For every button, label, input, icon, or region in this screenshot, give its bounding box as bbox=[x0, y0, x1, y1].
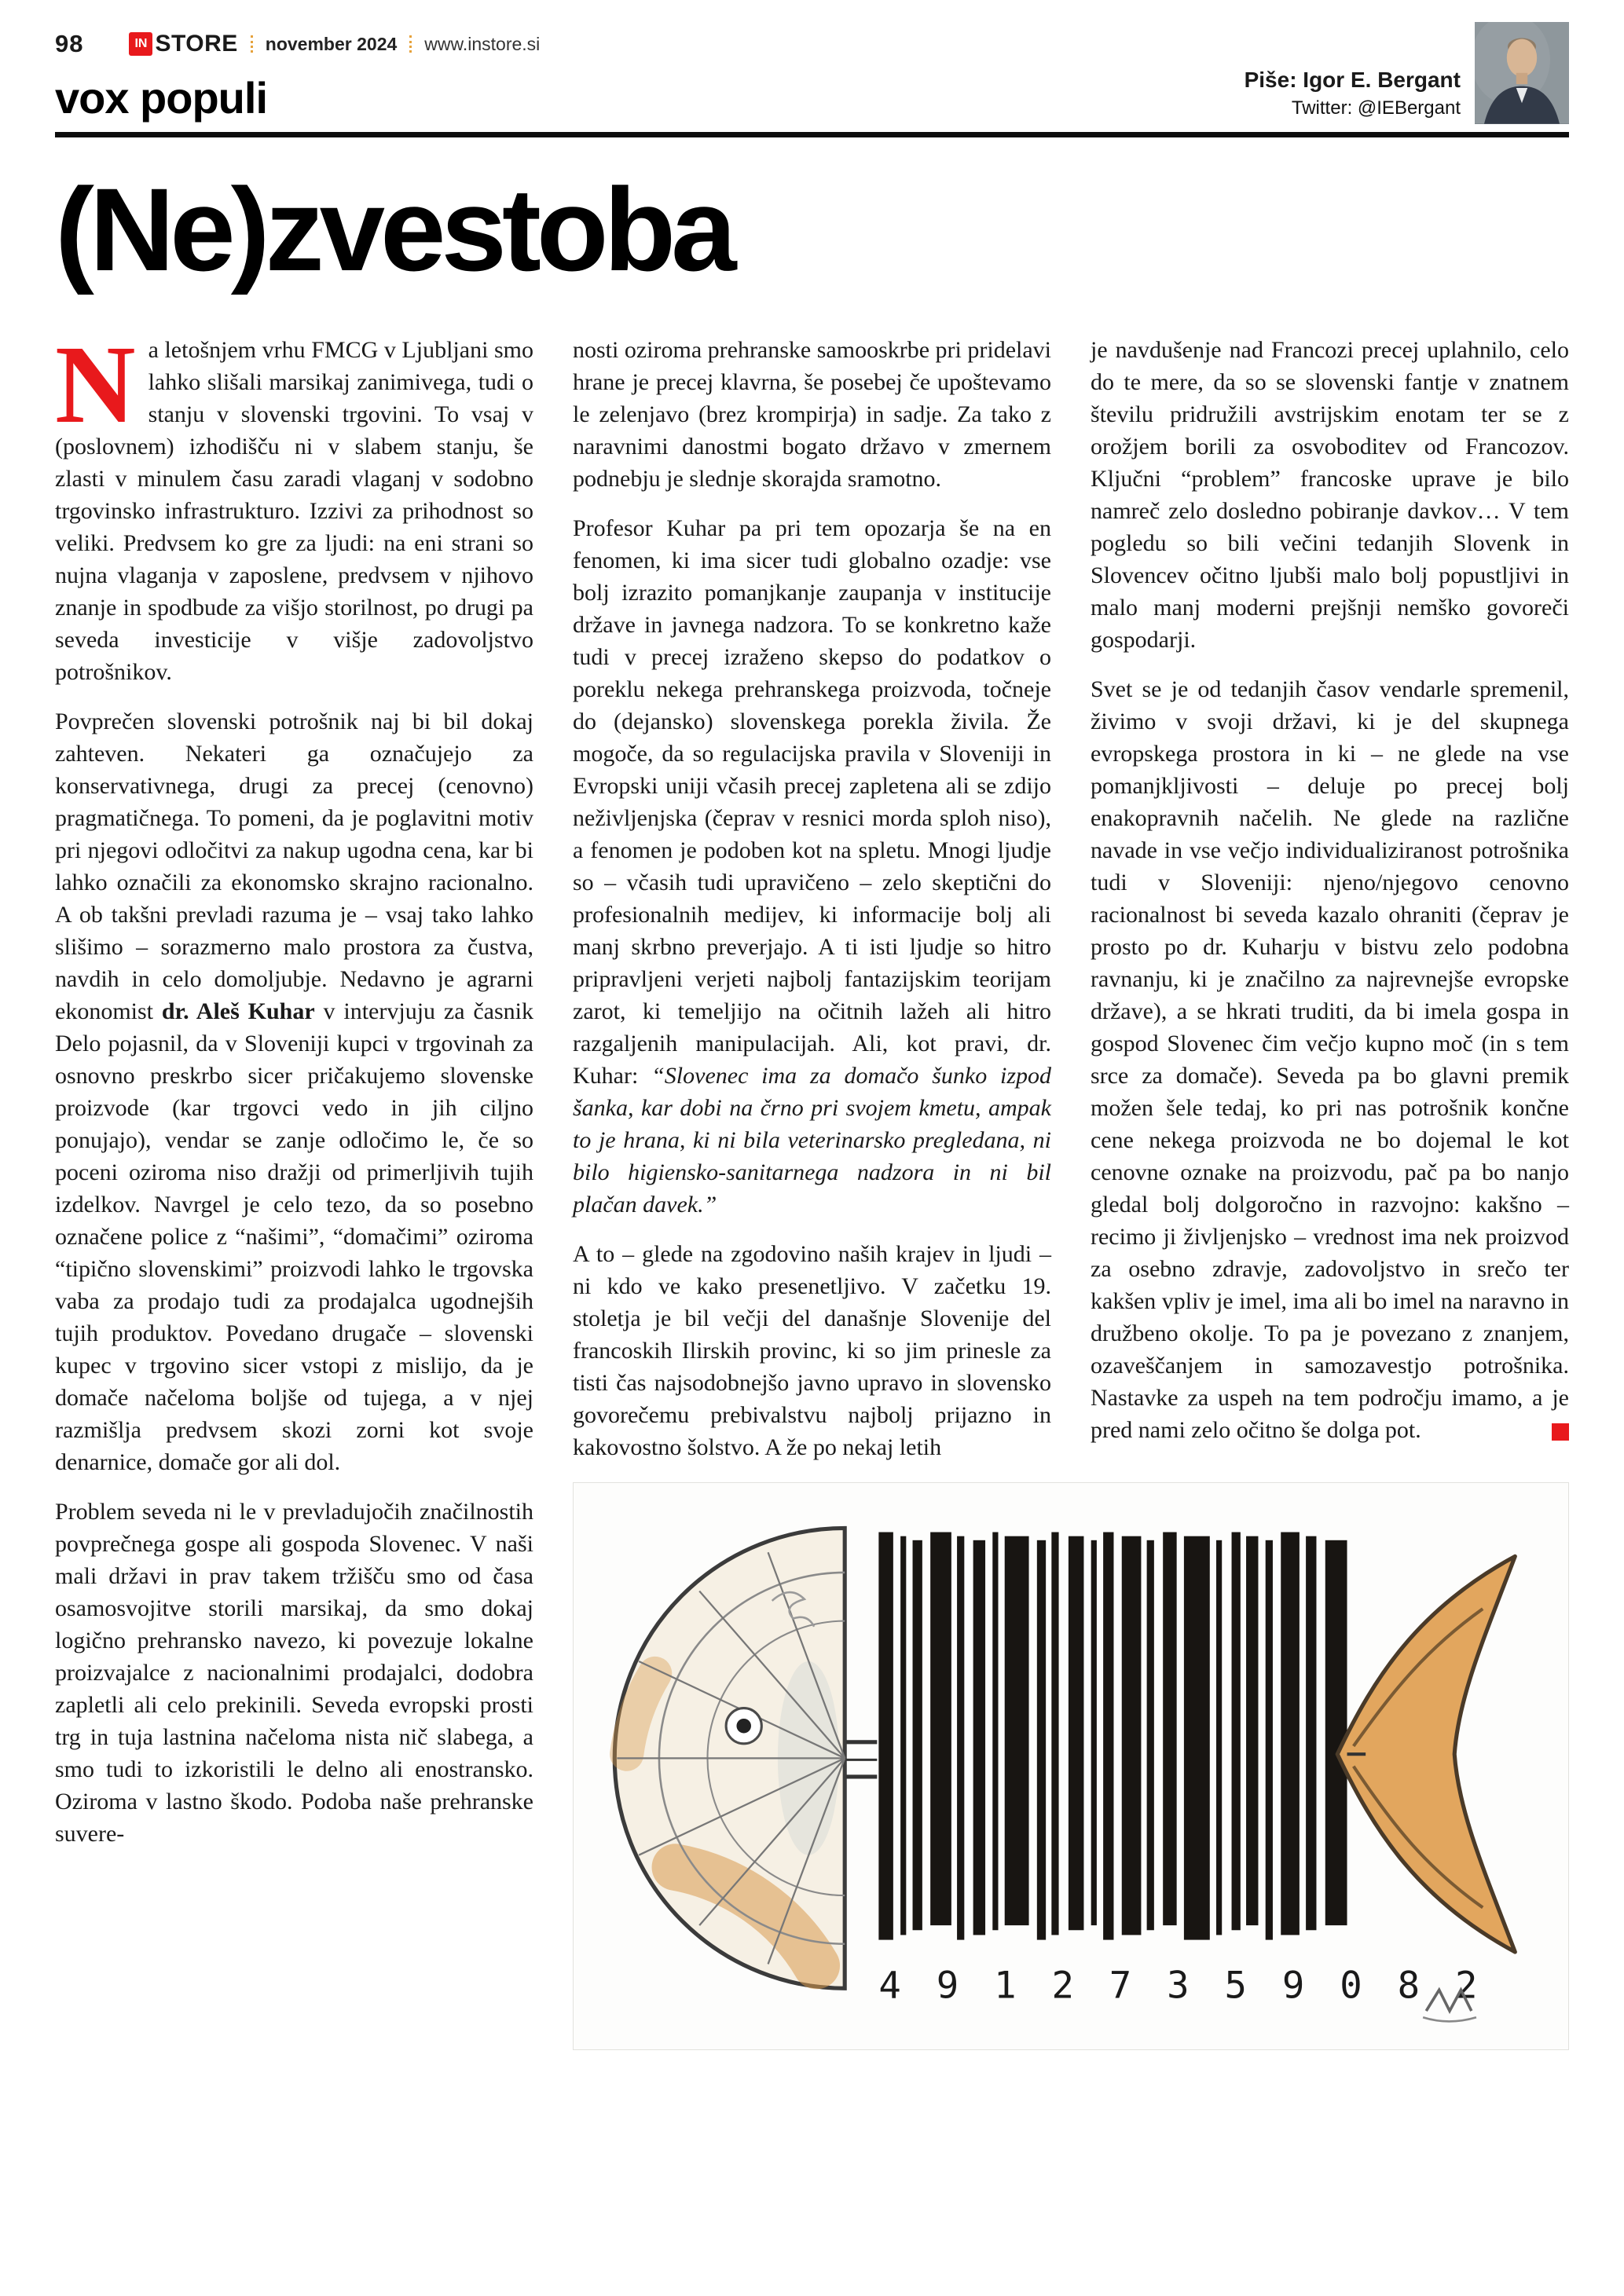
barcode-bars bbox=[878, 1532, 1347, 1940]
author-block bbox=[1245, 68, 1461, 124]
page-header bbox=[55, 22, 1569, 124]
text-segment: Svet se je od tedanjih časov vendarle spremenil, živimo v svoji državi, ki je del skupnega evropskega prostora in ki – ne glede na vse pomanjkljivosti – deluje po precej bolj enakopravnih načelih. Ne glede na različne navade in vse večjo individualiziranost potrošnika tudi v Sloveniji: njeno/njegovo cenovno racionalnost bi seveda kazalo ohraniti (čeprav je prosto po dr. Kuharju v bistvu zelo podobna ravnanju, ki je značilno za najrevnejše evropske države), a se hkrati truditi, da bi imela gospa in gospod Slovenec čim večjo kupno moč (in s tem srce za domače). Seveda pa bo glavni premik možen šele tedaj, ko pri nas potrošnik končne cene nekega proizvoda ne bo dojemal le kot cenovne oznake na proizvodu, pač pa bo nanjo gledal bolj dolgoročno in razvojno: kakšno – recimo ji življenjsko – vrednost ima nek proizvod za osebno zdravje, zadovoljstvo in srečo ter kakšen vpliv je imel, ima ali bo imel na naravno in družbeno okolje. To pa je povezano z znanjem, ozaveščanjem in samozavestjo potrošnika. Nastavke za uspeh na tem področju imamo, a je pred nami zelo očitno še dolga pot. bbox=[1091, 676, 1570, 1443]
header-right bbox=[1245, 22, 1569, 124]
article-headline: (Ne)zvestoba bbox=[55, 163, 732, 295]
author-byline: Piše: Igor E. Bergant bbox=[1244, 68, 1461, 92]
article-paragraph bbox=[1091, 334, 1569, 656]
text-segment: a letošnjem vrhu FMCG v Ljubljani smo lahko slišali marsikaj zanimivega, tudi o stanju v slovenski trgovini. To vsaj v (poslovnem) izhodišču ni v slabem stanju, še zlasti v minulem času zaradi vlaganj v sodobno trgovinsko infrastrukturo. Izzivi za prihodnost so veliki. Predvsem ko gre za ljudi: na eni strani so nujna vlaganja v zaposlene, predvsem v njihovo znanje in spodbude za višjo storilnost, po drugi pa seveda investicije v višje zadovoljstvo potrošnikov. bbox=[55, 337, 533, 685]
author-portrait-drawing bbox=[1475, 22, 1569, 124]
text-segment: dr. Aleš Kuhar bbox=[161, 998, 315, 1024]
drop-cap: N bbox=[55, 322, 136, 446]
fish-tail-drawing bbox=[1337, 1556, 1515, 1952]
instore-logo bbox=[129, 31, 237, 57]
barcode-digits: 4 9 1 2 7 3 5 9 0 8 2 bbox=[878, 1964, 1484, 2008]
logo-store-text: STORE bbox=[155, 31, 238, 57]
text-segment: A to – glede na zgodovino naših krajev in ljudi – ni kdo ve kako presenetljivo. V začetku 19. stoletja je bil večji del današnje Slovenije del francoskih Ilirskih provinc, ki so jim prinesle za tisti čas najsodobnejšo javno upravo in slovensko govorečemu prebivalstvu najbolj prijazno in kakovostno šolstvo. A že po nekaj letih bbox=[573, 1241, 1051, 1460]
article-end-mark bbox=[1552, 1423, 1569, 1441]
article-paragraph bbox=[1091, 673, 1569, 1446]
brand-row bbox=[55, 30, 540, 58]
article-paragraph bbox=[573, 512, 1051, 1221]
text-segment: Povprečen slovenski potrošnik naj bi bil dokaj zahteven. Nekateri ga označujejo za konservativnega, drugi za precej (cenovno) pragmatičnega. To pomeni, da je poglavitni motiv pri njegovi odločitvi za nakup ugodna cena, kar bi lahko označili za ekonomsko skrajno racionalno. A ob takšni prevladi razuma je – vsaj tako lahko slišimo – sorazmerno malo prostora za čustva, navdih in celo domoljubje. Nedavno je agrarni ekonomist bbox=[55, 709, 533, 1024]
article-column-3 bbox=[1091, 334, 1569, 1446]
section-title: vox populi bbox=[55, 73, 267, 123]
header-left bbox=[55, 22, 540, 123]
article-column-1 bbox=[55, 322, 533, 1850]
text-segment: je navdušenje nad Francozi precej uplahnilo, celo do te mere, da so se slovenski fantje v znatnem številu pridružili avstrijskim enotam ter se z orožjem borili za osvoboditev od Francozov. Ključni “problem” francoske uprave je bilo namreč zelo dosledno pobiranje davkov… V tem pogledu so bili večini tedanjih Slovenk in Slovencev očitno ljubši malo bolj popustljivi in malo manj moderni prejšnji nemško govoreči gospodarji. bbox=[1091, 337, 1569, 653]
article-column-2 bbox=[573, 334, 1051, 1463]
text-segment: Problem seveda ni le v prevladujočih značilnostih povprečnega gospe ali gospoda Slovenec. V naši mali državi in prav takem tržišču smo od časa osamosvojitve storili marsikaj, da smo dokaj logično prehransko navezo, ki povezuje lokalne proizvajalce z nacionalnimi prodajalci, dodobra zapletli ali celo prekinili. Seveda evropski prosti trg in tuja lastnina načeloma nista nič slabega, a smo tudi to izkoristili le delno ali enostransko. Oziroma v lastno škodo. Podoba naše prehranske suvere- bbox=[55, 1499, 533, 1847]
article-paragraph bbox=[573, 334, 1051, 495]
page-number: 98 bbox=[55, 30, 84, 57]
website-url: www.instore.si bbox=[424, 33, 541, 54]
article-paragraph bbox=[55, 705, 533, 1478]
article-paragraph bbox=[573, 1238, 1051, 1463]
fish-spine-lines bbox=[846, 1742, 877, 1777]
barcode-fish-drawing bbox=[578, 1488, 1564, 2045]
issue-date: november 2024 bbox=[265, 33, 398, 54]
article-body bbox=[55, 322, 1570, 2050]
fish-head-drawing bbox=[614, 1528, 877, 1988]
text-segment: “Slovenec ima za domačo šunko izpod šanka, kar dobi na črno pri svojem kmetu, ampak to je hrana, ki ni bila veterinarsko pregledana, ni bilo higiensko-sanitarnega nadzora in ni bil plačan davek.” bbox=[573, 1063, 1052, 1218]
separator-icon bbox=[409, 35, 412, 53]
separator-icon bbox=[251, 35, 253, 53]
author-photo bbox=[1475, 22, 1569, 124]
logo-in-badge: IN bbox=[129, 32, 152, 56]
section-divider bbox=[55, 132, 1569, 137]
text-segment: v intervjuju za časnik Delo pojasnil, da v Sloveniji kupci v trgovinah za osnovno preskrbo sicer pričakujemo slovenske proizvode (kar trgovci vedo in jih ciljno ponujajo), vendar se zanje odločimo le, če so poceni oziroma niso dražji od primerljivih tujih izdelkov. Navrgel je celo tezo, da so posebno označene police z “našimi”, “domačimi” oziroma “tipično slovenskimi” proizvodi lahko le trgovska vaba za prodajo tudi za prodajalca ugodnejših tujih produktov. Povedano drugače – slovenski kupec v trgovino sicer vstopi z mislijo, da je domače načeloma boljše od tujega, a v njej razmišlja predvsem skozi zorni kot svoje denarnice, domače gor ali dol. bbox=[55, 998, 533, 1475]
text-segment: Profesor Kuhar pa pri tem opozarja še na en fenomen, ki ima sicer tudi globalno ozadje: vse bolj izrazito pomanjkanje zaupanja v institucije države in javnega nadzora. To se konkretno kaže tudi v precej izraženo skepso do podatkov o poreklu nekega prehranskega proizvoda, točneje do (dejansko) slovenskega porekla živila. Že mogoče, da so regulacijska pravila v Sloveniji in Evropski uniji včasih precej zapletena ali se zdijo neživljenjska (čeprav v resnici morda sploh niso), a fenomen je podoben kot na spletu. Mnogi ljudje so – včasih tudi upravičeno – zelo skeptični do profesionalnih medijev, ki informacije bolj ali manj skrbno preverjajo. A ti isti ljudje so hitro pripravljeni verjeti najbolj fantazijskim teorijam zarot, ki temeljijo na očitnih lažeh ali hitro razgaljenih manipulacijah. Ali, kot pravi, dr. Kuhar: bbox=[573, 515, 1051, 1089]
barcode-fish-illustration bbox=[573, 1482, 1569, 2050]
author-twitter-handle: Twitter: @IEBergant bbox=[1291, 97, 1461, 119]
text-segment: nosti oziroma prehranske samooskrbe pri pridelavi hrane je precej klavrna, še posebej če upoštevamo le zelenjavo (brez krompirja) in sadje. Za tako z naravnimi danostmi bogato državo v zmernem podnebju je slednje skorajda sramotno. bbox=[573, 337, 1051, 492]
article-paragraph bbox=[55, 1496, 533, 1850]
article-paragraph bbox=[55, 322, 533, 688]
